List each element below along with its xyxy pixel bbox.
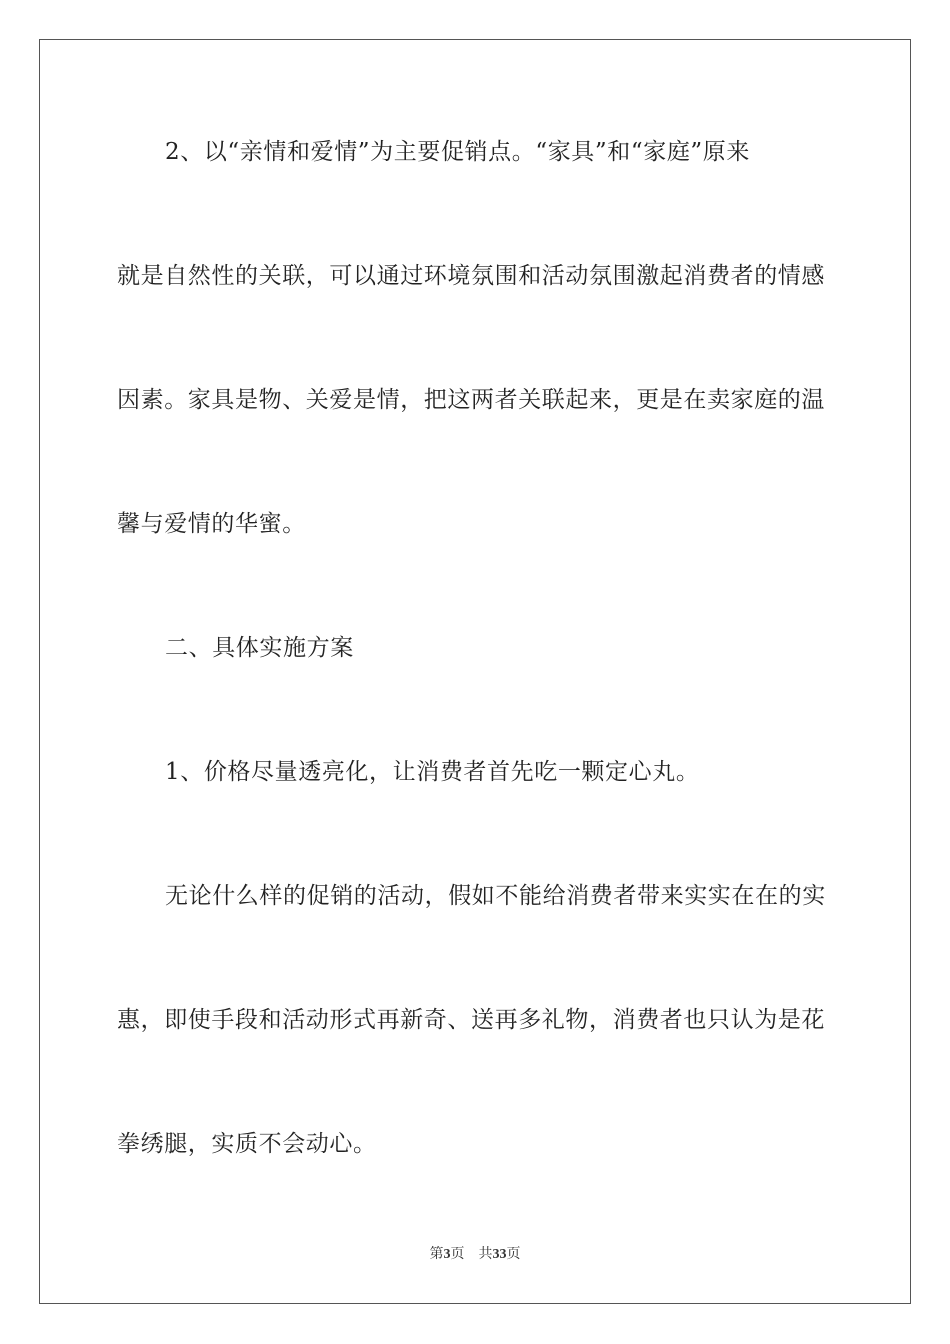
total-suffix: 页 <box>506 1247 521 1262</box>
page-frame <box>39 39 911 1304</box>
paragraph-1-line-2: 就是自然性的关联，可以通过环境氛围和活动氛围激起消费者的情感 <box>117 263 825 289</box>
paragraph-2-line-3: 拳绣腿，实质不会动心。 <box>117 1131 377 1157</box>
paragraph-1-line-1: 2、以“亲情和爱情”为主要促销点。“家具”和“家庭”原来 <box>165 139 750 165</box>
paragraph-2-line-2: 惠，即使手段和活动形式再新奇、送再多礼物，消费者也只认为是花 <box>117 1007 825 1033</box>
paragraph-2-line-1: 无论什么样的促销的活动，假如不能给消费者带来实实在在的实 <box>165 883 826 909</box>
paragraph-1-line-4: 馨与爱情的华蜜。 <box>117 511 306 537</box>
item-1: 1、价格尽量透亮化，让消费者首先吃一颗定心丸。 <box>165 759 700 785</box>
section-heading: 二、具体实施方案 <box>165 635 354 661</box>
total-prefix: 共 <box>478 1247 493 1262</box>
page-suffix: 页 <box>450 1247 465 1262</box>
page-number: 3 <box>443 1247 451 1262</box>
paragraph-1-line-3: 因素。家具是物、关爱是情，把这两者关联起来，更是在卖家庭的温 <box>117 387 825 413</box>
page-footer <box>0 1246 950 1264</box>
total-pages: 33 <box>492 1247 507 1262</box>
page-prefix: 第 <box>429 1247 444 1262</box>
